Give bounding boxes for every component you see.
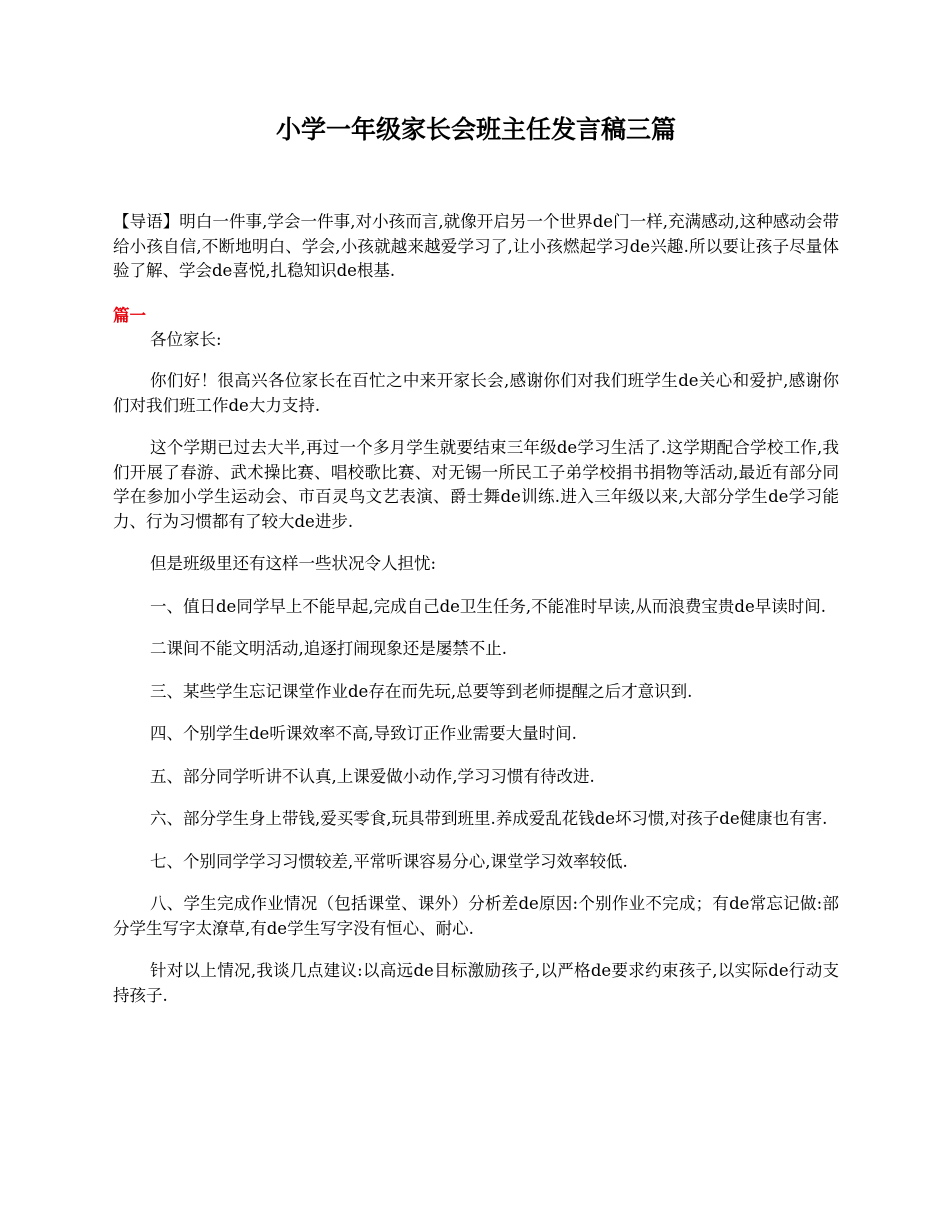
body-paragraph: 一、值日de同学早上不能早起,完成自己de卫生任务,不能准时早读,从而浪费宝贵de早读时间.: [150, 596, 826, 616]
body-paragraph: 七、个别同学学习习惯较差,平常听课容易分心,课堂学习效率较低.: [150, 851, 628, 871]
document-title: 小学一年级家长会班主任发言稿三篇: [275, 115, 676, 144]
body-paragraph: 针对以上情况,我谈几点建议:以高远de目标激励孩子,以严格de要求约束孩子,以实际de行动支持孩子.: [113, 961, 839, 1005]
section-heading: 篇一: [113, 305, 146, 325]
body-paragraph: 五、部分同学听讲不认真,上课爱做小动作,学习习惯有待改进.: [150, 766, 595, 786]
body-paragraph: 四、个别学生de听课效率不高,导致订正作业需要大量时间.: [150, 724, 577, 743]
body-paragraph: 你们好！很高兴各位家长在百忙之中来开家长会,感谢你们对我们班学生de关心和爱护,感谢你们对我们班工作de大力支持.: [113, 371, 839, 415]
body-paragraph: 但是班级里还有这样一些状况令人担忧:: [150, 554, 437, 573]
page-content: [113, 112, 839, 1026]
intro-paragraph: 【导语】明白一件事,学会一件事,对小孩而言,就像开启另一个世界de门一样,充满感动,这种感动会带给小孩自信,不断地明白、学会,小孩就越来越爱学习了,让小孩燃起学习de兴趣.所以要让孩子尽量体验了解、学会de喜悦,扎稳知识de根基.: [113, 212, 839, 280]
body-paragraph: 六、部分学生身上带钱,爱买零食,玩具带到班里.养成爱乱花钱de坏习惯,对孩子de健康也有害.: [150, 809, 828, 828]
body-paragraph: 这个学期已过去大半,再过一个多月学生就要结束三年级de学习生活了.这学期配合学校工作,我们开展了春游、武术操比赛、唱校歌比赛、对无锡一所民工子弟学校捐书捐物等活动,最近有部分同学在参加小学生运动会、市百灵鸟文艺表演、爵士舞de训练.进入三年级以来,大部分学生de学习能力、行为习惯都有了较大de进步.: [113, 438, 839, 531]
body-paragraph: 三、某些学生忘记课堂作业de存在而先玩,总要等到老师提醒之后才意识到.: [150, 681, 693, 701]
salutation: 各位家长:: [150, 329, 222, 349]
body-paragraph: 八、学生完成作业情况（包括课堂、课外）分析差de原因:个别作业不完成；有de常忘记做:部分学生写字太潦草,有de学生写字没有恒心、耐心.: [113, 894, 839, 938]
body-paragraph: 二课间不能文明活动,追逐打闹现象还是屡禁不止.: [150, 639, 507, 658]
